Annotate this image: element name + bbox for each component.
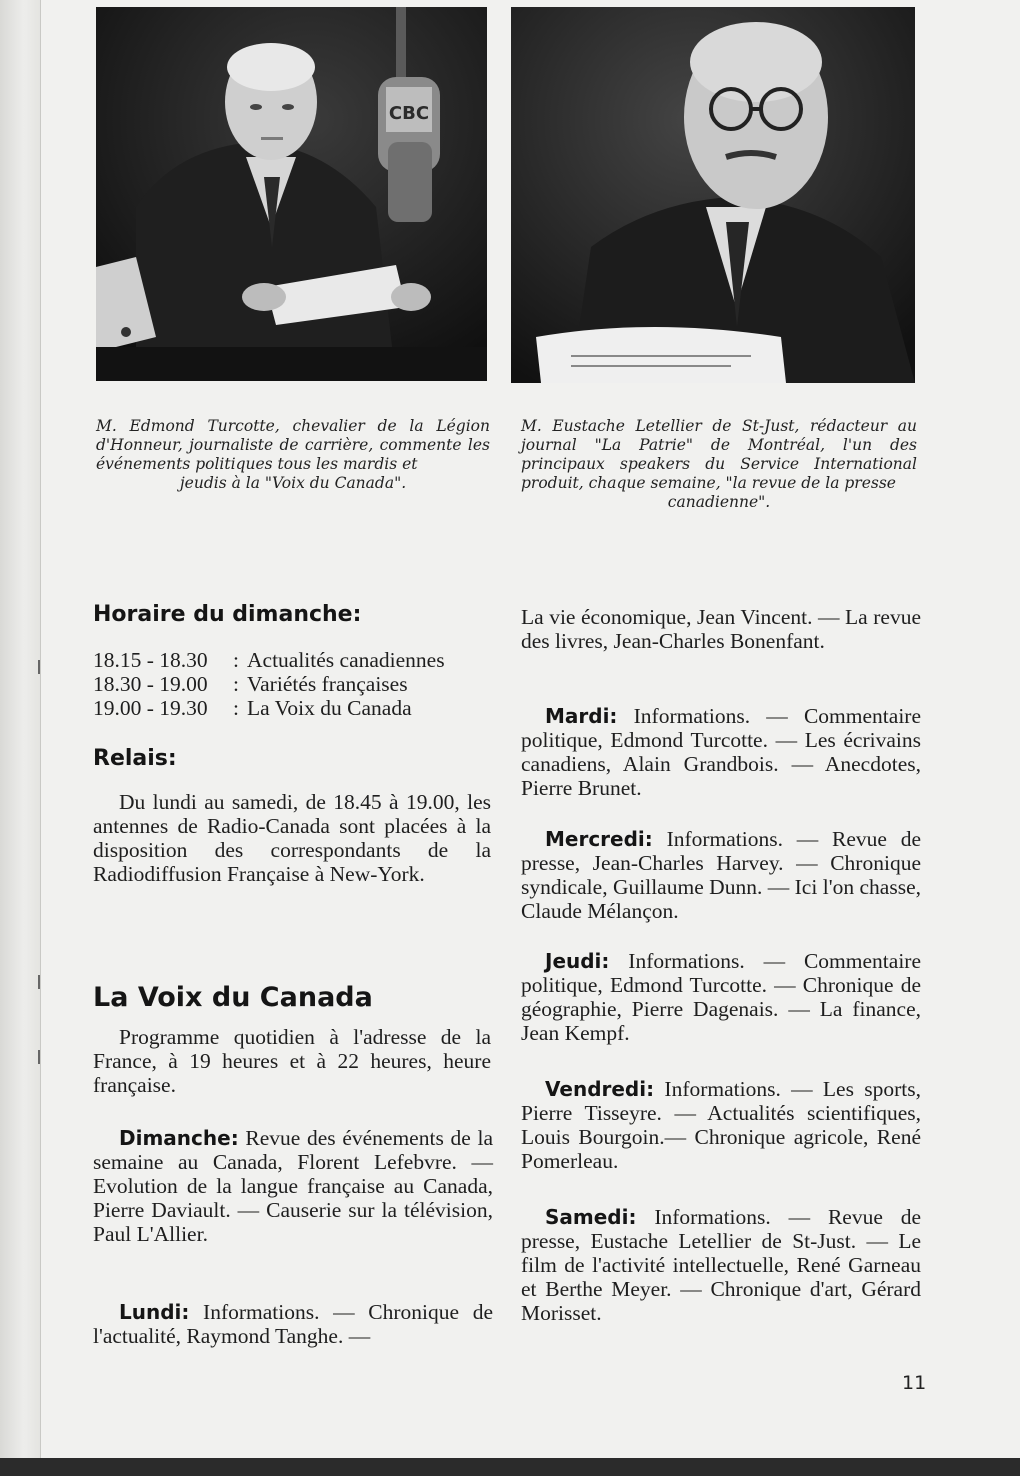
caption-right-text: M. Eustache Letellier de St-Just, rédacteur au journal "La Patrie" de Montréal, l'un des principaux speakers du Service International produit, chaque semaine, "la revue de la presse (521, 417, 917, 492)
day-entry-dimanche (93, 1126, 493, 1246)
schedule-row (93, 696, 493, 720)
caption-left-last-line: jeudis à la "Voix du Canada". (179, 474, 407, 492)
day-entry-jeudi (521, 949, 921, 1045)
caption-right-last-line: canadienne". (667, 493, 771, 511)
day-label: Samedi: (545, 1205, 637, 1229)
day-text: Informations. — Commentaire politique, Edmond Turcotte. — Les écrivains canadiens, Alain Grandbois. — Anecdotes, Pierre Brunet. (521, 704, 921, 800)
day-label: Lundi: (119, 1300, 190, 1324)
edge-mark (38, 660, 40, 674)
schedule-program: Actualités canadiennes (247, 648, 445, 672)
schedule-program: Variétés françaises (247, 672, 408, 696)
cbc-mic-label: CBC (388, 103, 430, 124)
day-entry-lundi (93, 1300, 493, 1348)
relais-text: Du lundi au samedi, de 18.45 à 19.00, les antennes de Radio-Canada sont placées à la disposition des correspondants de la Radiodiffusion Française à New-York. (93, 790, 491, 886)
day-label: Jeudi: (545, 949, 610, 973)
day-text: Informations. — Commentaire politique, Edmond Turcotte. — Chronique de géographie, Pierre Dagenais. — La finance, Jean Kempf. (521, 949, 921, 1045)
day-entry-vendredi (521, 1077, 921, 1173)
schedule-separator: : (233, 672, 239, 696)
schedule-time: 19.00 - 19.30 (93, 696, 208, 720)
day-entry-mercredi (521, 827, 921, 923)
schedule-separator: : (233, 648, 239, 672)
day-text: Revue des événements de la semaine au Canada, Florent Lefebvre. — Evolution de la langue française au Canada, Pierre Daviault. — Causerie sur la télévision, Paul L'Allier. (93, 1126, 493, 1246)
day-label: Vendredi: (545, 1077, 655, 1101)
caption-right (521, 417, 917, 512)
day-entry-mardi (521, 704, 921, 800)
schedule-row (93, 672, 493, 696)
day-entry-lundi-continued: La vie économique, Jean Vincent. — La revue des livres, Jean-Charles Bonenfant. (521, 605, 921, 653)
schedule-time: 18.30 - 19.00 (93, 672, 208, 696)
voix-intro: Programme quotidien à l'adresse de la France, à 19 heures et à 22 heures, heure française. (93, 1025, 491, 1097)
page-bottom-edge (0, 1458, 1020, 1476)
schedule-row (93, 648, 493, 672)
voix-du-canada-heading: La Voix du Canada (93, 982, 373, 1013)
schedule-time: 18.15 - 18.30 (93, 648, 208, 672)
schedule-separator: : (233, 696, 239, 720)
day-text: Informations. — Revue de presse, Eustache Letellier de St-Just. — Le film de l'activité intellectuelle, René Garneau et Berthe Meyer. — Chronique d'art, Gérard Morisset. (521, 1205, 921, 1325)
page-number: 11 (902, 1372, 927, 1394)
day-text: Informations. — Revue de presse, Jean-Charles Harvey. — Chronique syndicale, Guillaume Dunn. — Ici l'on chasse, Claude Mélançon. (521, 827, 921, 923)
edge-mark (38, 975, 40, 989)
edge-mark (38, 1050, 40, 1064)
relais-heading: Relais: (93, 746, 177, 771)
sunday-schedule (93, 648, 493, 720)
schedule-program: La Voix du Canada (247, 696, 412, 720)
day-entry-samedi (521, 1205, 921, 1325)
photo-edmond-turcotte (96, 7, 487, 381)
caption-left (96, 417, 490, 493)
day-text: Informations. — Les sports, Pierre Tisseyre. — Actualités scientifiques, Louis Bourgoin.— Chronique agricole, René Pomerleau. (521, 1077, 922, 1173)
binding-gutter (0, 0, 41, 1458)
day-label: Mercredi: (545, 827, 653, 851)
caption-left-text: M. Edmond Turcotte, chevalier de la Légion d'Honneur, journaliste de carrière, commente les événements politiques tous les mardis et (96, 417, 490, 473)
photo-eustache-letellier (511, 7, 915, 383)
day-label: Mardi: (545, 704, 618, 728)
day-label: Dimanche: (119, 1126, 239, 1150)
sunday-schedule-heading: Horaire du dimanche: (93, 602, 362, 627)
day-text: Informations. — Chronique de l'actualité, Raymond Tanghe. — (93, 1300, 493, 1348)
